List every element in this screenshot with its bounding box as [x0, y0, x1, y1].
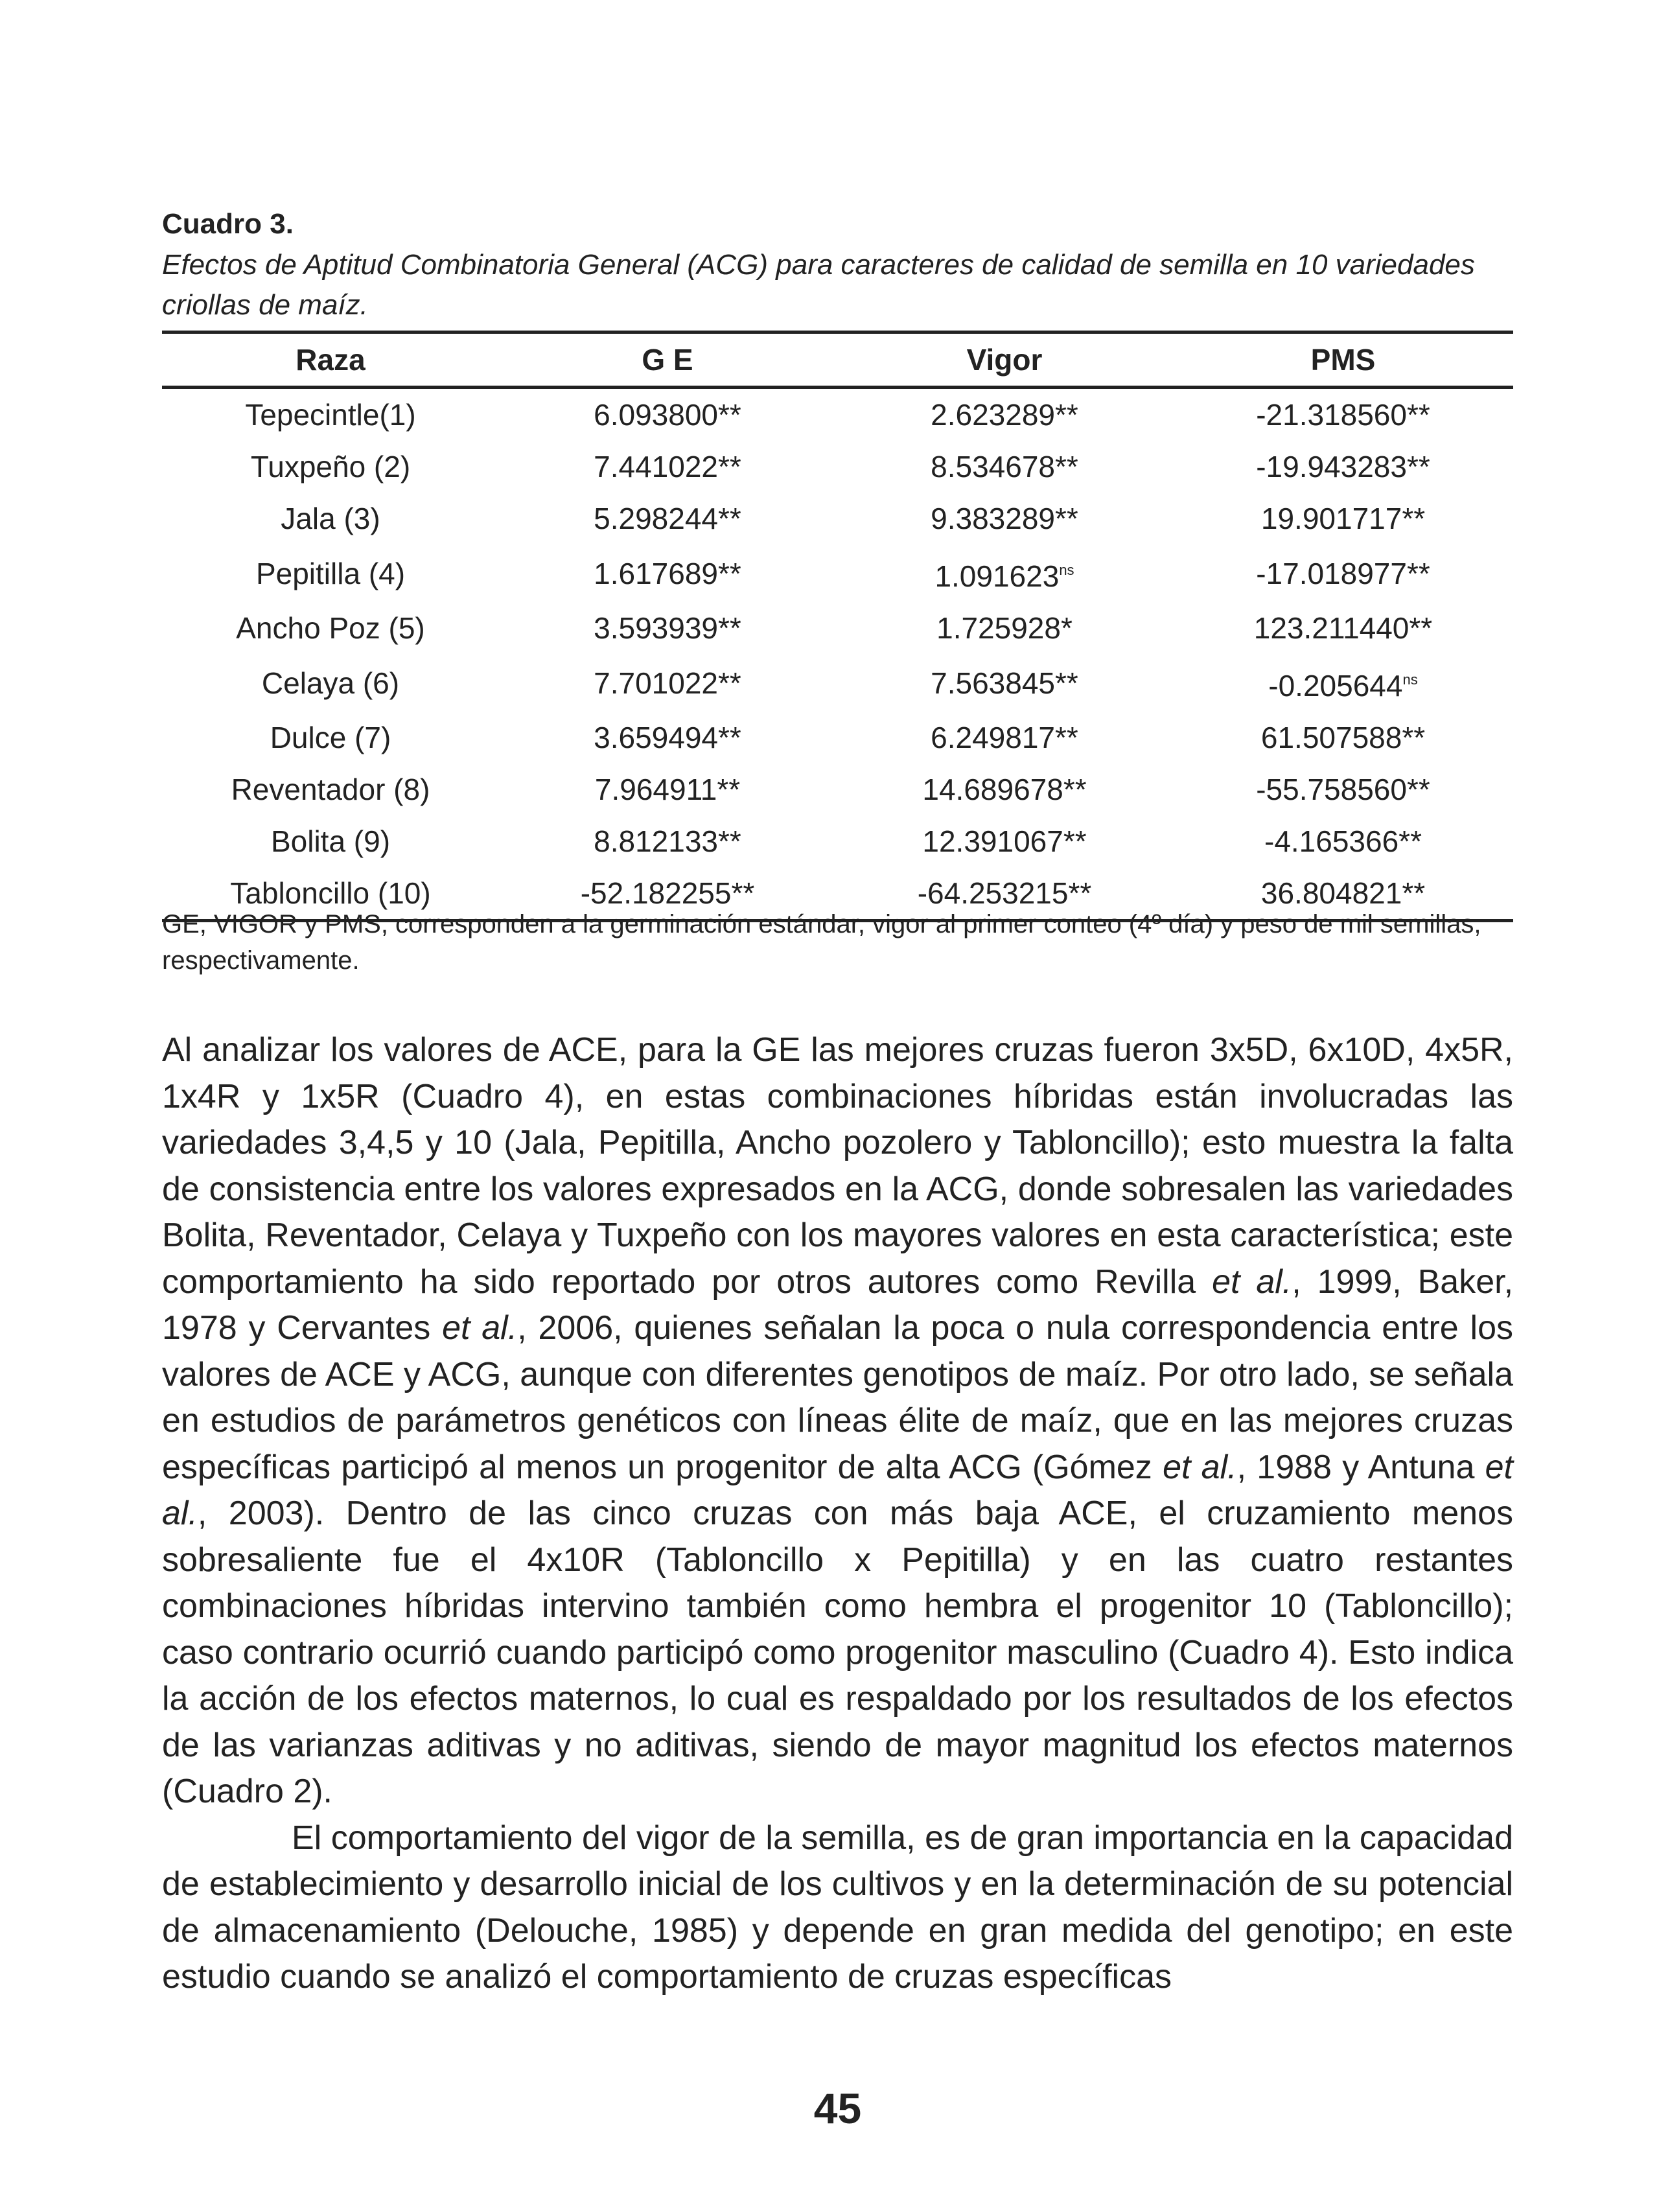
- cell-pms: -21.318560**: [1256, 398, 1430, 432]
- et-al: et al.: [1163, 1448, 1237, 1486]
- cell-vigor: 14.689678**: [922, 773, 1087, 806]
- et-al: et al.: [1212, 1263, 1292, 1301]
- cell-raza: Tepecintle(1): [245, 398, 416, 432]
- table-row: [162, 602, 1513, 654]
- text-run: , 2003). Dentro de las cinco cruzas con más baja ACE, el cruzamiento menos sobresaliente fue el 4x10R (Tabloncillo x Pepitilla) y en las cuatro restantes combinaciones híbridas intervino también como hembra el progenitor 10 (Tabloncillo); caso contrario ocurrió cuando participó como progenitor masculino (Cuadro 4). Esto indica la acción de los efectos maternos, lo cual es respaldado por los resultados de los efectos de las varianzas aditivas y no aditivas, siendo de mayor magnitud los efectos maternos (Cuadro 2).: [162, 1495, 1513, 1810]
- cell-pms: 61.507588**: [1260, 721, 1426, 754]
- cell-vigor: 2.623289**: [931, 398, 1078, 432]
- text-run: , 1999, Baker, 1978 y Cervantes: [162, 1263, 1514, 1347]
- table-caption-label: Cuadro 3.: [162, 208, 294, 240]
- cell-ge: 7.701022**: [594, 666, 741, 700]
- ns-marker: ns: [1059, 562, 1074, 578]
- cell-vigor: 7.563845**: [931, 666, 1078, 700]
- acg-table: [162, 331, 1513, 922]
- cell-raza: Jala (3): [281, 502, 380, 535]
- header-ge: G E: [499, 332, 836, 388]
- cell-ge: -52.182255**: [499, 867, 836, 921]
- cell-vigor: [836, 544, 1173, 602]
- cell-vigor-value: 1.091623: [934, 559, 1060, 593]
- table-footnote: GE, VIGOR y PMS, corresponden a la germinación estándar, vigor al primer conteo (4º día) y peso de mil semillas, respectivamente.: [162, 910, 1481, 975]
- table-caption-title: Efectos de Aptitud Combinatoria General (ACG) para caracteres de calidad de semilla en 10 variedades criollas de maíz.: [162, 249, 1475, 321]
- cell-ge: 3.593939**: [594, 611, 741, 645]
- cell-pms: 36.804821**: [1173, 867, 1513, 921]
- cell-pms: -55.758560**: [1256, 773, 1430, 806]
- cell-vigor: 9.383289**: [931, 502, 1078, 535]
- table-row: [162, 815, 1513, 867]
- paragraph-seed-vigor: El comportamiento del vigor de la semilla, es de gran importancia en la capacidad de establecimiento y desarrollo inicial de los cultivos y en la determinación de su potencial de almacenamiento (Delouche, 1985) y depende en gran medida del genotipo; en este estudio cuando se analizó el comportamiento de cruzas específicas: [162, 1819, 1513, 1996]
- cell-ge: 3.659494**: [594, 721, 741, 754]
- table-row: [162, 654, 1513, 712]
- table-row: [162, 544, 1513, 602]
- cell-raza: Celaya (6): [261, 666, 400, 700]
- ns-marker: ns: [1402, 671, 1418, 688]
- table-row: [162, 388, 1513, 441]
- paragraph-ace-analysis: [162, 1027, 1513, 1815]
- cell-pms: 123.211440**: [1253, 611, 1433, 645]
- cell-pms: [1173, 654, 1513, 712]
- cell-ge: 8.812133**: [594, 824, 741, 858]
- cell-vigor: 8.534678**: [931, 450, 1078, 483]
- cell-raza: Ancho Poz (5): [236, 611, 425, 645]
- table-header-row: [162, 332, 1513, 388]
- cell-pms: -4.165366**: [1264, 824, 1422, 858]
- cell-ge: 1.617689**: [594, 556, 741, 590]
- cell-pms: -17.018977**: [1256, 556, 1430, 590]
- page-number: 45: [813, 2084, 862, 2132]
- et-al: et al.: [442, 1309, 518, 1347]
- cell-vigor: 6.249817**: [931, 721, 1078, 754]
- et-al: et al.: [162, 1448, 1514, 1532]
- table-row: [162, 712, 1513, 763]
- cell-raza: Dulce (7): [270, 721, 391, 754]
- header-pms: PMS: [1173, 332, 1513, 388]
- cell-raza: Tabloncillo (10): [162, 867, 499, 921]
- table-row: [162, 493, 1513, 544]
- text-run: , 1988 y Antuna: [1236, 1448, 1485, 1486]
- table-row: [162, 441, 1513, 493]
- body-text: [162, 1027, 1513, 2001]
- cell-ge: 7.441022**: [594, 450, 741, 483]
- cell-pms-value: -0.205644: [1268, 669, 1403, 703]
- cell-ge: 6.093800**: [594, 398, 741, 432]
- cell-ge: 7.964911**: [594, 773, 741, 806]
- header-vigor: Vigor: [836, 332, 1173, 388]
- cell-raza: Bolita (9): [270, 824, 391, 858]
- cell-pms: 19.901717**: [1260, 502, 1426, 535]
- cell-pms: -19.943283**: [1256, 450, 1430, 483]
- cell-raza: Pepitilla (4): [255, 556, 406, 590]
- cell-raza: Tuxpeño (2): [250, 450, 411, 483]
- cell-ge: 5.298244**: [594, 502, 741, 535]
- text-run: Al analizar los valores de ACE, para la GE las mejores cruzas fueron 3x5D, 6x10D, 4x5R, 1x4R y 1x5R (Cuadro 4), en estas combinaciones híbridas están involucradas las variedades 3,4,5 y 10 (Jala, Pepitilla, Ancho pozolero y Tabloncillo); esto muestra la falta de consistencia entre los valores expresados en la ACG, donde sobresalen las variedades Bolita, Reventador, Celaya y Tuxpeño con los mayores valores en esta característica; este comportamiento ha sido reportado por otros autores como Revilla: [162, 1031, 1513, 1301]
- cell-vigor: 1.725928*: [936, 611, 1073, 645]
- text-run: , 2006, quienes señalan la poca o nula correspondencia entre los valores de ACE y ACG, aunque con diferentes genotipos de maíz. Por otro lado, se señala en estudios de parámetros genéticos con líneas élite de maíz, que en las mejores cruzas específicas participó al menos un progenitor de alta ACG (Gómez: [162, 1309, 1514, 1486]
- cell-raza: Reventador (8): [231, 773, 430, 806]
- cell-vigor: -64.253215**: [836, 867, 1173, 921]
- table-row: [162, 763, 1513, 815]
- cell-vigor: 12.391067**: [922, 824, 1087, 858]
- header-raza: Raza: [162, 332, 499, 388]
